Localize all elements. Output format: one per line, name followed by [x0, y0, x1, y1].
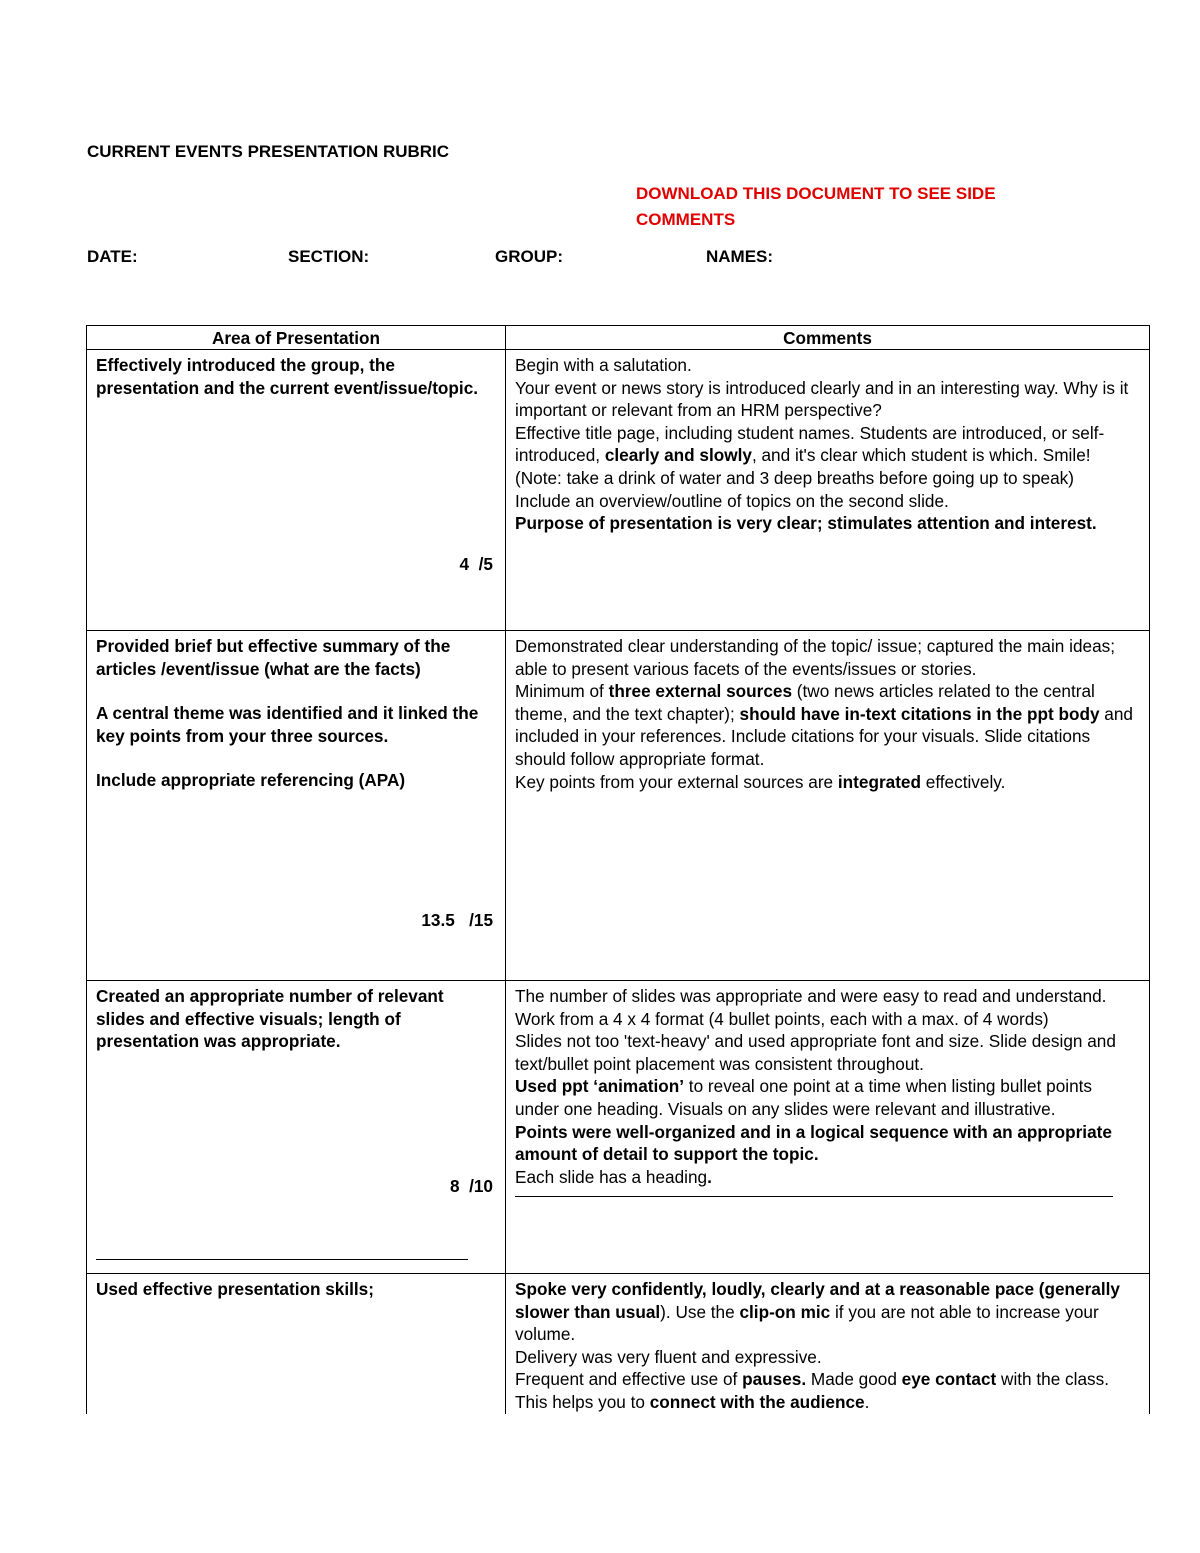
comment-line-text: Spoke very confidently, loudly, clearly and at a reasonable pace (generally slower than usual). Use the clip-on mic if you are not able to increase your volume.	[515, 1279, 1120, 1345]
comment-line-text: Key points from your external sources are integrated effectively.	[515, 771, 1006, 792]
header-comments: Comments	[506, 326, 1150, 350]
area-text: Effectively introduced the group, the presentation and the current event/issue/topic.	[96, 355, 479, 398]
score: 8 /10	[449, 1176, 493, 1196]
comment-line-text: Delivery was very fluent and expressive.	[515, 1346, 822, 1367]
comment-line-text: The number of slides was appropriate and were easy to read and understand.	[515, 986, 1107, 1006]
comment-line-text: Each slide has a heading.	[515, 1166, 712, 1187]
date-label: DATE:	[87, 247, 138, 266]
score: 13.5 /15	[421, 910, 493, 930]
names-label: NAMES:	[706, 247, 774, 266]
comment-line-text: Frequent and effective use of pauses. Made good eye contact with the class. This helps you to connect with the audience.	[515, 1369, 1109, 1412]
area-cell-introduction	[87, 350, 506, 631]
section-label: SECTION:	[288, 247, 370, 266]
comments-text	[515, 985, 1139, 1188]
comment-line-text: Effective title page, including student names. Students are introduced, or self-introduced, clearly and slowly, and it's clear which student is which. Smile!	[515, 422, 1105, 466]
comment-line-text: (Note: take a drink of water and 3 deep breaths before going up to speak)	[515, 467, 1074, 488]
comment-line-text: Minimum of three external sources (two news articles related to the central theme, and the text chapter); should have in-text citations in the ppt body and included in your references. Include citations for your visuals. Slide citations should follow appropriate format.	[515, 681, 1133, 769]
table-row	[87, 981, 1150, 1274]
table-row	[87, 350, 1150, 631]
comment-line-text: Slides not too 'text-heavy' and used appropriate font and size. Slide design and text/bullet point placement was consistent throughout.	[515, 1031, 1116, 1074]
score: 4 /5	[459, 554, 493, 574]
comment-line-text: Begin with a salutation.	[515, 355, 692, 375]
group-label: GROUP:	[495, 247, 563, 266]
header-area-of-presentation: Area of Presentation	[87, 326, 506, 350]
comment-line-text: Include an overview/outline of topics on the second slide.	[515, 490, 949, 511]
table-row	[87, 631, 1150, 981]
comment-line-text: Demonstrated clear understanding of the topic/ issue; captured the main ideas; able to present various facets of the events/issues or stories.	[515, 636, 1116, 679]
document-title: CURRENT EVENTS PRESENTATION RUBRIC	[87, 142, 450, 161]
area-cell-slides	[87, 981, 506, 1274]
table-row	[87, 1274, 1150, 1414]
comment-line-text: Work from a 4 x 4 format (4 bullet points, each with a max. of 4 words)	[515, 1008, 1049, 1029]
comments-cell-slides	[506, 981, 1150, 1274]
comment-line-text: Your event or news story is introduced clearly and in an interesting way. Why is it important or relevant from an HRM perspective?	[515, 377, 1129, 421]
area-text: Provided brief but effective summary of the articles /event/issue (what are the facts)	[96, 636, 451, 679]
area-cell-summary	[87, 631, 506, 981]
area-cell-presentation-skills	[87, 1274, 506, 1414]
area-text: Used effective presentation skills;	[96, 1279, 374, 1299]
comments-cell-summary	[506, 631, 1150, 981]
table-header-row	[87, 326, 1150, 350]
comments-cell-presentation-skills	[506, 1274, 1150, 1414]
comment-line	[515, 1196, 1113, 1197]
comment-line-text: Purpose of presentation is very clear; stimulates attention and interest.	[515, 513, 1097, 534]
area-text: Include appropriate referencing (APA)	[96, 770, 406, 791]
download-notice-line-2: COMMENTS	[636, 210, 736, 229]
area-text: A central theme was identified and it linked the key points from your three sources.	[96, 703, 479, 746]
comment-line-text: Points were well-organized and in a logical sequence with an appropriate amount of detail to support the topic.	[515, 1121, 1112, 1165]
rubric-table	[86, 325, 1150, 1414]
area-text: Created an appropriate number of relevant slides and effective visuals; length of presentation was appropriate.	[96, 986, 444, 1052]
signature-line	[96, 1259, 468, 1260]
comments-cell-introduction	[506, 350, 1150, 631]
comment-line-text: Used ppt ‘animation’ to reveal one point at a time when listing bullet points under one heading. Visuals on any slides were relevant and illustrative.	[515, 1076, 1092, 1119]
download-notice	[636, 181, 1116, 233]
download-notice-line-1: DOWNLOAD THIS DOCUMENT TO SEE SIDE	[636, 184, 996, 203]
